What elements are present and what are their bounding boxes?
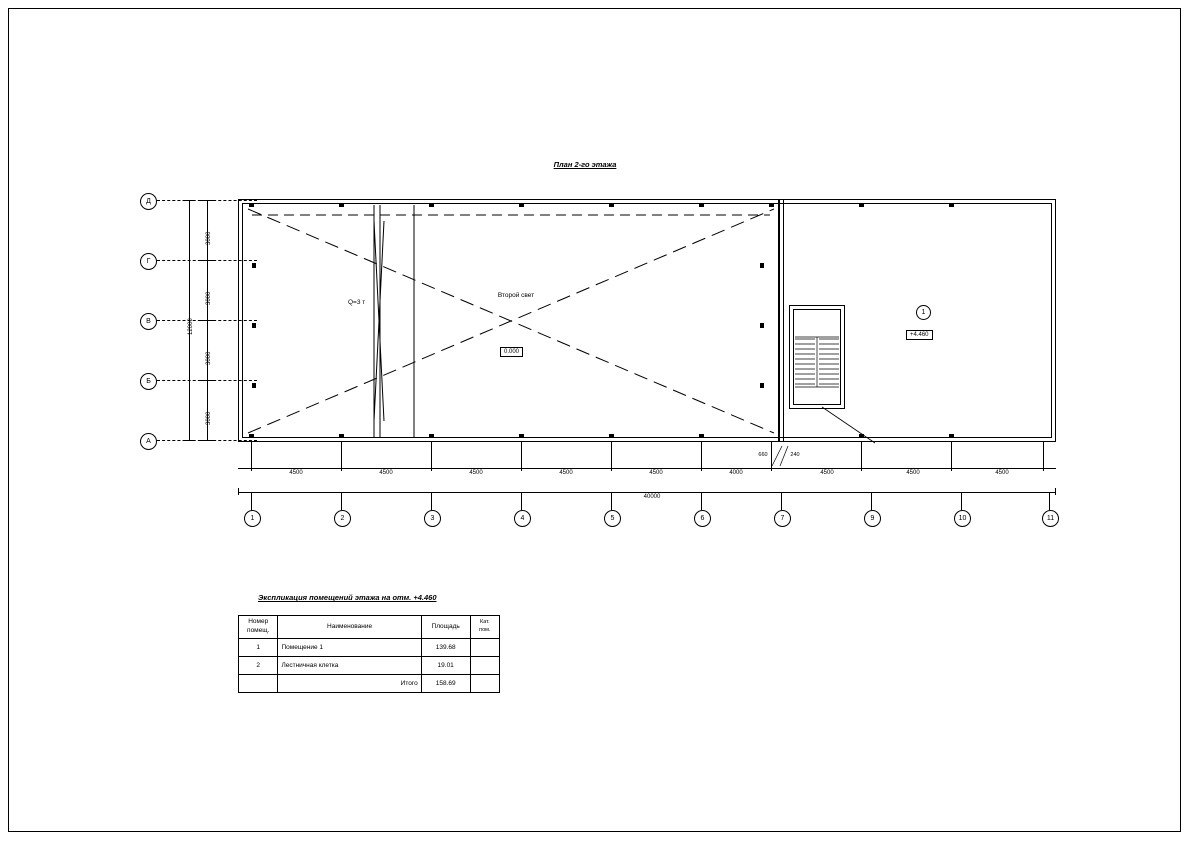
hdim-ext-10 xyxy=(951,442,952,468)
axis-marker-10: 10 xyxy=(954,510,971,527)
room-number-marker: 1 xyxy=(916,305,931,320)
hdim-value-3: 4500 xyxy=(469,470,483,476)
axis-marker-5: 5 xyxy=(604,510,621,527)
row2-number: 2 xyxy=(239,656,278,674)
column-top-9 xyxy=(859,203,864,207)
axis-marker-a: А xyxy=(140,433,157,450)
plan-title: План 2-го этажа xyxy=(553,160,617,169)
hdim-ext-2 xyxy=(341,442,342,468)
hdim-value-2: 4500 xyxy=(379,470,393,476)
level-zero-marker: 0.000 xyxy=(500,347,523,357)
column-top-10 xyxy=(949,203,954,207)
vdim-total-tick-top xyxy=(183,200,195,201)
second-light-label: Второй свет xyxy=(497,292,535,299)
void-crossing-lines xyxy=(244,205,778,437)
hdim-total-value: 40000 xyxy=(643,494,661,500)
axis-marker-11: 11 xyxy=(1042,510,1059,527)
header-category: Кат. пом. xyxy=(470,616,499,639)
vdim-total-tick-bottom xyxy=(183,440,195,441)
staircase-steps xyxy=(793,309,841,405)
row2-category xyxy=(470,656,499,674)
table-total-row xyxy=(239,674,500,692)
header-number: Номер помещ. xyxy=(239,616,278,639)
table-header-row xyxy=(239,616,500,639)
total-blank-2 xyxy=(470,674,499,692)
row1-category xyxy=(470,638,499,656)
table-row xyxy=(239,656,500,674)
hdim-total-tick-right xyxy=(1055,488,1056,495)
explication-title: Экспликация помещений этажа на отм. +4.460 xyxy=(258,593,437,602)
total-value: 158.69 xyxy=(421,674,470,692)
axis-ext-11 xyxy=(1049,492,1050,510)
vdim-value-4: 3000 xyxy=(206,411,212,425)
row1-number: 1 xyxy=(239,638,278,656)
axis-ext-10 xyxy=(961,492,962,510)
hdim-ext-4 xyxy=(521,442,522,468)
hdim-value-1: 4500 xyxy=(289,470,303,476)
axis-marker-3: 3 xyxy=(424,510,441,527)
partition-wall-axis7 xyxy=(778,199,780,442)
hdim-total-line xyxy=(238,492,1056,493)
axis-marker-9: 9 xyxy=(864,510,881,527)
axis-ext-1 xyxy=(251,492,252,510)
vdim-tick-d xyxy=(200,200,214,201)
vdim-tick-g xyxy=(200,260,214,261)
crane-capacity-label: Q=3 т xyxy=(348,299,366,306)
crane-beam xyxy=(368,205,420,437)
table-row xyxy=(239,638,500,656)
vdim-value-1: 3000 xyxy=(206,231,212,245)
hdim-ext-11 xyxy=(1043,442,1044,468)
vdim-tick-v xyxy=(200,320,214,321)
axis-ext-7 xyxy=(781,492,782,510)
row1-area: 139.68 xyxy=(421,638,470,656)
hdim-value-4: 4500 xyxy=(559,470,573,476)
hdim-chain-line xyxy=(238,468,1056,469)
total-label: Итого xyxy=(278,674,421,692)
hdim-ext-6 xyxy=(701,442,702,468)
hdim-value-7: 4500 xyxy=(820,470,834,476)
axis-ext-9 xyxy=(871,492,872,510)
small-dim-240: 240 xyxy=(790,452,800,458)
header-name: Наименование xyxy=(278,616,421,639)
explication-table xyxy=(238,615,500,693)
hdim-value-9: 4500 xyxy=(995,470,1009,476)
hdim-value-6: 4000 xyxy=(729,470,743,476)
room-level-marker: +4.460 xyxy=(906,330,933,340)
staircase-leader xyxy=(820,405,880,447)
axis-marker-2: 2 xyxy=(334,510,351,527)
vdim-value-2: 3000 xyxy=(206,291,212,305)
hdim-value-8: 4500 xyxy=(906,470,920,476)
axis-marker-b: Б xyxy=(140,373,157,390)
axis-marker-7: 7 xyxy=(774,510,791,527)
hdim-ext-1 xyxy=(251,442,252,468)
hdim-ext-3 xyxy=(431,442,432,468)
axis-marker-4: 4 xyxy=(514,510,531,527)
vdim-tick-a xyxy=(200,440,214,441)
small-dim-leaders xyxy=(760,440,810,468)
axis-ext-6 xyxy=(701,492,702,510)
vdim-total-value: 12000 xyxy=(188,318,194,335)
axis-ext-4 xyxy=(521,492,522,510)
axis-marker-d: Д xyxy=(140,193,157,210)
axis-ext-5 xyxy=(611,492,612,510)
hdim-ext-5 xyxy=(611,442,612,468)
hdim-ext-9 xyxy=(861,442,862,468)
hdim-total-tick-left xyxy=(238,488,239,495)
small-dim-660: 660 xyxy=(758,452,768,458)
row2-name: Лестничная клетка xyxy=(278,656,421,674)
header-area: Площадь xyxy=(421,616,470,639)
vdim-value-3: 3000 xyxy=(206,351,212,365)
partition-wall-axis7-inner xyxy=(783,199,784,442)
column-bottom-10 xyxy=(949,434,954,438)
vdim-tick-b xyxy=(200,380,214,381)
axis-marker-1: 1 xyxy=(244,510,261,527)
axis-marker-v: В xyxy=(140,313,157,330)
row2-area: 19.01 xyxy=(421,656,470,674)
total-blank-1 xyxy=(239,674,278,692)
axis-marker-g: Г xyxy=(140,253,157,270)
axis-ext-2 xyxy=(341,492,342,510)
row1-name: Помещение 1 xyxy=(278,638,421,656)
hdim-value-5: 4500 xyxy=(649,470,663,476)
axis-ext-3 xyxy=(431,492,432,510)
axis-marker-6: 6 xyxy=(694,510,711,527)
